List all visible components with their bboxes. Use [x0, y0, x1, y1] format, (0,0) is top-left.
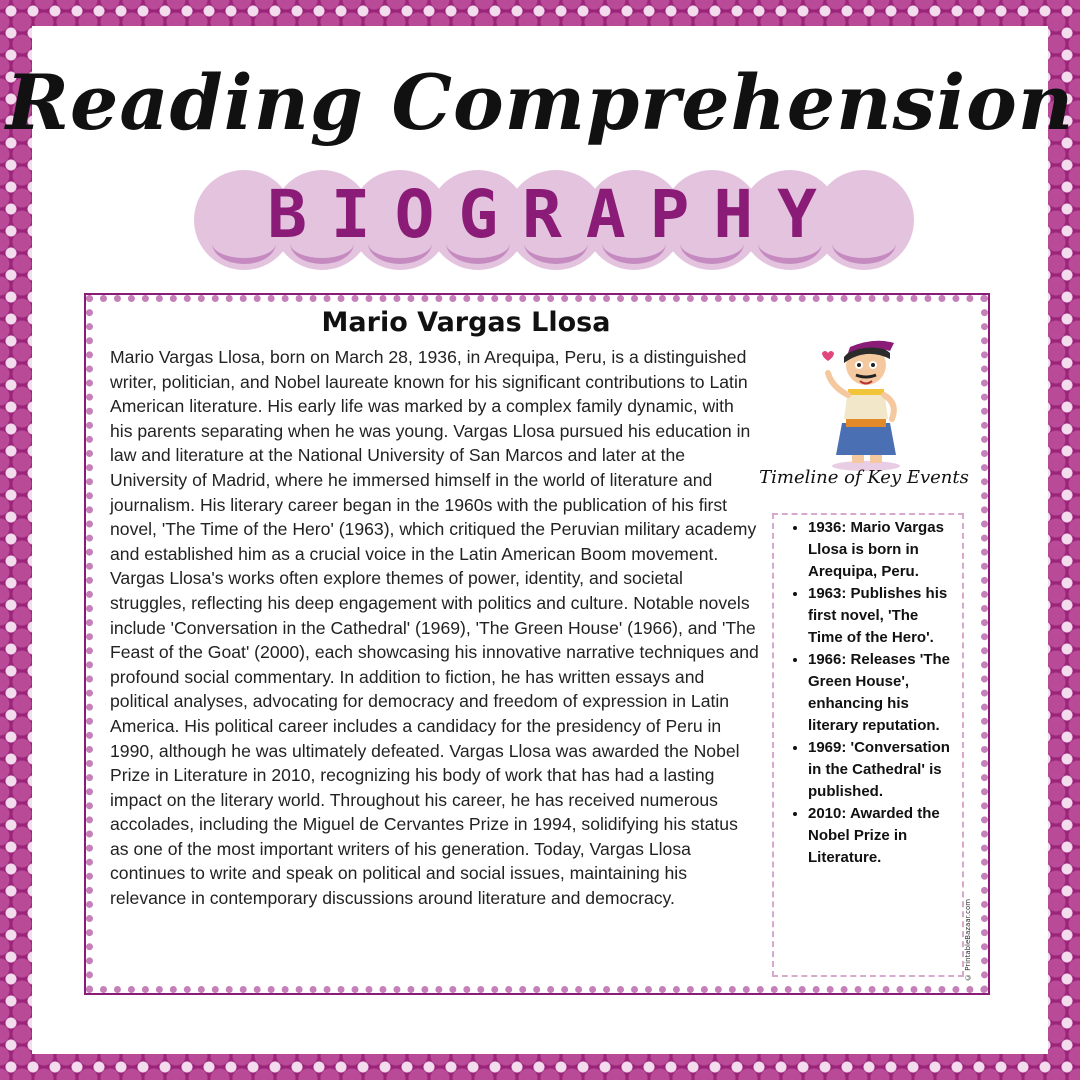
- biography-text: Mario Vargas Llosa, born on March 28, 1936, in Arequipa, Peru, is a distinguished writer, politician, and Nobel laureate known for his significant contributions to Latin American literature. His early life was marked by a complex family dynamic, with his parents separating when he was young. Vargas Llosa pursued his education in law and literature at the National University of San Marcos and later at the University of Madrid, where he immersed himself in the world of literature and journalism. His literary career began in the 1960s with the publication of his first novel, 'The Time of the Hero' (1963), which critiqued the Peruvian military academy and established him as a crucial voice in the Latin American Boom movement. Vargas Llosa's works often explore themes of power, identity, and societal struggles, reflecting his deep engagement with politics and culture. Notable novels include 'Conversation in the Cathedral' (1969), 'The Green House' (1966), and 'The Feast of the Goat' (2000), each showcasing his innovative narrative techniques and profound social commentary. In addition to fiction, he has written essays and political analyses, advocating for democracy and freedom of expression in Latin America. His political career includes a candidacy for the presidency of Peru in 1990, although he was ultimately defeated. Vargas Llosa was awarded the Nobel Prize in Literature in 2010, recognizing his body of work that has had a lasting impact on the literary world. Throughout his career, he has received numerous accolades, including the Miguel de Cervantes Prize in 1994, solidifying his status as one of the most important writers of his generation. Today, Vargas Llosa continues to write and speak on political and social issues, maintaining his relevance in contemporary discussions around literature and democracy.: [110, 347, 759, 909]
- timeline-list: [774, 515, 962, 869]
- timeline-item: • 2010: Awarded the Nobel Prize in Literature.: [808, 803, 956, 869]
- content-panel: [84, 293, 990, 995]
- timeline-item: • 1936: Mario Vargas Llosa is born in Arequipa, Peru.: [808, 517, 956, 583]
- timeline-item: • 1966: Releases 'The Green House', enhancing his literary reputation.: [808, 649, 956, 737]
- timeline-item: • 1969: 'Conversation in the Cathedral' is published.: [808, 737, 956, 803]
- cartoon-boy-character-icon: [808, 323, 918, 473]
- timeline-title: Timeline of Key Events: [759, 467, 969, 488]
- timeline-item: • 1963: Publishes his first novel, 'The Time of the Hero'.: [808, 583, 956, 649]
- page-subtitle: BIOGRAPHY: [267, 176, 841, 253]
- biography-name: Mario Vargas Llosa: [321, 307, 611, 338]
- timeline-box: [772, 513, 964, 977]
- page-title: Reading Comprehension: [5, 58, 1075, 147]
- copyright-text: © PrintableBazaar.com: [964, 898, 972, 981]
